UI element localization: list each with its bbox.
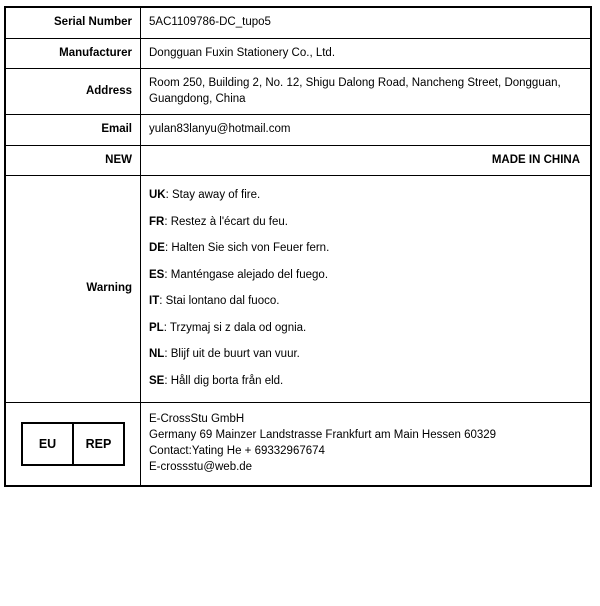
warning-line-de [149, 236, 582, 263]
eu-rep-badge-right: REP [85, 436, 112, 451]
warning-text-fr: : Restez à l'écart du feu. [164, 215, 288, 228]
warning-code-uk: UK [149, 189, 166, 202]
eu-rep-address-line-1: E-CrossStu GmbH [149, 413, 245, 426]
table-row-address [5, 69, 591, 115]
warning-code-pl: PL [149, 321, 164, 334]
row-label-email: Email [5, 115, 141, 146]
warning-text-uk: : Stay away of fire. [165, 189, 261, 202]
table-row-new [5, 145, 591, 176]
row-value-address: Room 250, Building 2, No. 12, Shigu Dalong Road, Nancheng Street, Dongguan, Guangdong, China [141, 69, 592, 115]
warning-line-es [149, 263, 582, 290]
warning-line-it [149, 289, 582, 316]
eu-rep-address-cell [141, 403, 592, 486]
warning-code-es: ES [149, 268, 165, 281]
warning-text-it: : Stai lontano dal fuoco. [159, 295, 280, 308]
warning-text-nl: : Blijf uit de buurt van vuur. [164, 348, 300, 361]
eu-rep-icon [21, 422, 125, 466]
row-value-made-in-china: MADE IN CHINA [141, 145, 592, 176]
eu-rep-address-line-4: E-crossstu@web.de [149, 460, 253, 473]
warning-code-nl: NL [149, 348, 165, 361]
product-info-table [4, 6, 592, 487]
warning-code-de: DE [149, 242, 165, 255]
row-value-manufacturer: Dongguan Fuxin Stationery Co., Ltd. [141, 38, 592, 69]
table-row-eu-rep [5, 403, 591, 486]
row-label-warning: Warning [5, 176, 141, 403]
warning-line-fr [149, 210, 582, 237]
table-row-manufacturer [5, 38, 591, 69]
warning-line-pl [149, 316, 582, 343]
warning-list [141, 176, 592, 403]
row-label-manufacturer: Manufacturer [5, 38, 141, 69]
warning-line-nl [149, 342, 582, 369]
eu-rep-address-line-3: Contact:Yating He + 69332967674 [149, 444, 325, 457]
eu-rep-badge-cell [5, 403, 141, 486]
warning-text-es: : Manténgase alejado del fuego. [164, 268, 329, 281]
row-value-email: yulan83lanyu@hotmail.com [141, 115, 592, 146]
row-label-new: NEW [5, 145, 141, 176]
label-sheet [0, 6, 600, 606]
table-row-serial-number [5, 7, 591, 38]
warning-code-fr: FR [149, 215, 165, 228]
row-label-serial-number: Serial Number [5, 7, 141, 38]
eu-rep-address-line-2: Germany 69 Mainzer Landstrasse Frankfurt am Main Hessen 60329 [149, 429, 497, 442]
warning-text-pl: : Trzymaj si z dala od ognia. [163, 321, 307, 334]
warning-text-de: : Halten Sie sich von Feuer fern. [164, 242, 330, 255]
eu-rep-badge-wrap [6, 416, 140, 472]
warning-code-it: IT [149, 295, 160, 308]
table-row-warning [5, 176, 591, 403]
warning-line-se [149, 369, 582, 396]
eu-rep-address [141, 403, 590, 484]
row-value-serial-number: 5AC1109786-DC_tupo5 [141, 7, 592, 38]
table-row-email [5, 115, 591, 146]
eu-rep-badge-left: EU [23, 424, 74, 464]
warning-line-uk [149, 183, 582, 210]
row-label-address: Address [5, 69, 141, 115]
warning-text-se: : Håll dig borta från eld. [164, 374, 284, 387]
warning-code-se: SE [149, 374, 165, 387]
